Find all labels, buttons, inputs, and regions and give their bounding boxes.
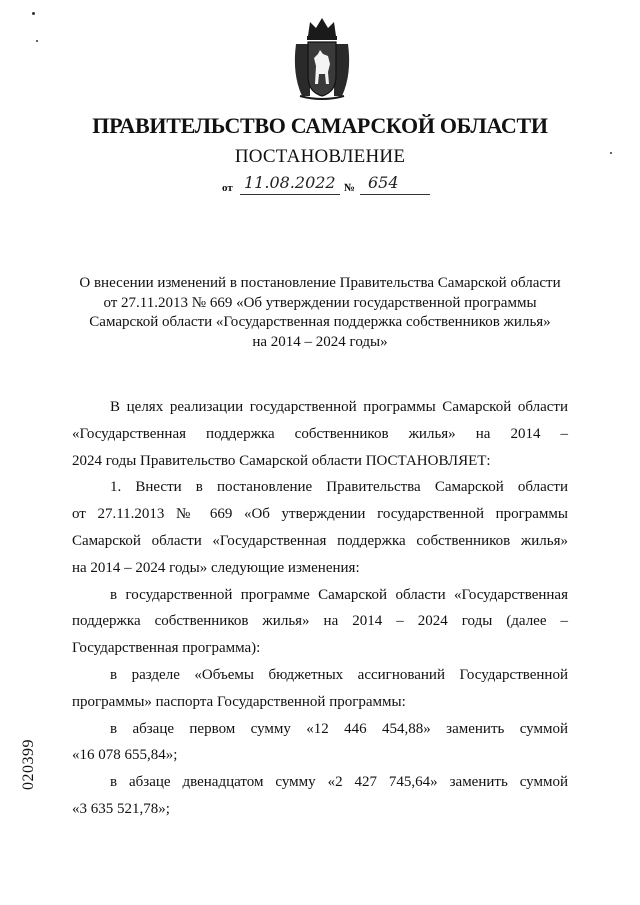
body-line: в разделе «Объемы бюджетных ассигнований Государственной bbox=[110, 666, 568, 683]
body-line: В целях реализации государственной программы Самарской области bbox=[110, 399, 568, 415]
title-line: Самарской области «Государственная поддержка собственников жилья» bbox=[89, 314, 551, 330]
body-line: «3 635 521,78»; bbox=[72, 800, 170, 817]
number-underline bbox=[360, 194, 430, 195]
body-line: 2024 годы Правительство Самарской области ПОСТАНОВЛЯЕТ: bbox=[72, 452, 491, 469]
number-label: № bbox=[344, 182, 356, 194]
body-line: программы» паспорта Государственной программы: bbox=[72, 693, 406, 710]
coat-of-arms-icon bbox=[290, 14, 354, 100]
number-value: 654 bbox=[368, 173, 399, 192]
body-line: поддержка собственников жилья» на 2014 – 2024 годы (далее – bbox=[72, 613, 568, 630]
body-line: «16 078 655,84»; bbox=[72, 747, 178, 764]
body-line: в абзаце первом сумму «12 446 454,88» заменить суммой bbox=[110, 720, 568, 737]
date-number-line bbox=[222, 173, 432, 198]
body-line: в государственной программе Самарской области «Государственная bbox=[110, 586, 568, 603]
date-label: от bbox=[222, 182, 233, 194]
body-line: на 2014 – 2024 годы» следующие изменения: bbox=[72, 559, 360, 576]
document-body bbox=[72, 394, 568, 823]
scan-speck bbox=[32, 12, 35, 15]
body-line: в абзаце двенадцатом сумму «2 427 745,64» заменить суммой bbox=[110, 774, 568, 791]
scan-speck bbox=[36, 40, 38, 42]
body-line: от 27.11.2013 № 669 «Об утверждении государственной программы bbox=[72, 506, 568, 523]
body-line: 1. Внести в постановление Правительства Самарской области bbox=[110, 479, 568, 496]
side-serial-number: 020399 bbox=[20, 739, 37, 790]
date-underline bbox=[240, 194, 340, 195]
title-line: от 27.11.2013 № 669 «Об утверждении государственной программы bbox=[103, 294, 537, 311]
body-line: «Государственная поддержка собственников жилья» на 2014 – bbox=[72, 425, 568, 442]
document-title bbox=[70, 274, 570, 352]
body-line: Самарской области «Государственная поддержка собственников жилья» bbox=[72, 532, 568, 549]
body-line: Государственная программа): bbox=[72, 640, 261, 657]
scan-speck bbox=[610, 152, 612, 154]
title-line: на 2014 – 2024 годы» bbox=[252, 333, 388, 350]
title-line: О внесении изменений в постановление Правительства Самарской области bbox=[79, 275, 561, 291]
document-type: ПОСТАНОВЛЕНИЕ bbox=[234, 146, 406, 167]
date-value: 11.08.2022 bbox=[244, 173, 336, 192]
organization-name: ПРАВИТЕЛЬСТВО САМАРСКОЙ ОБЛАСТИ bbox=[92, 113, 548, 138]
